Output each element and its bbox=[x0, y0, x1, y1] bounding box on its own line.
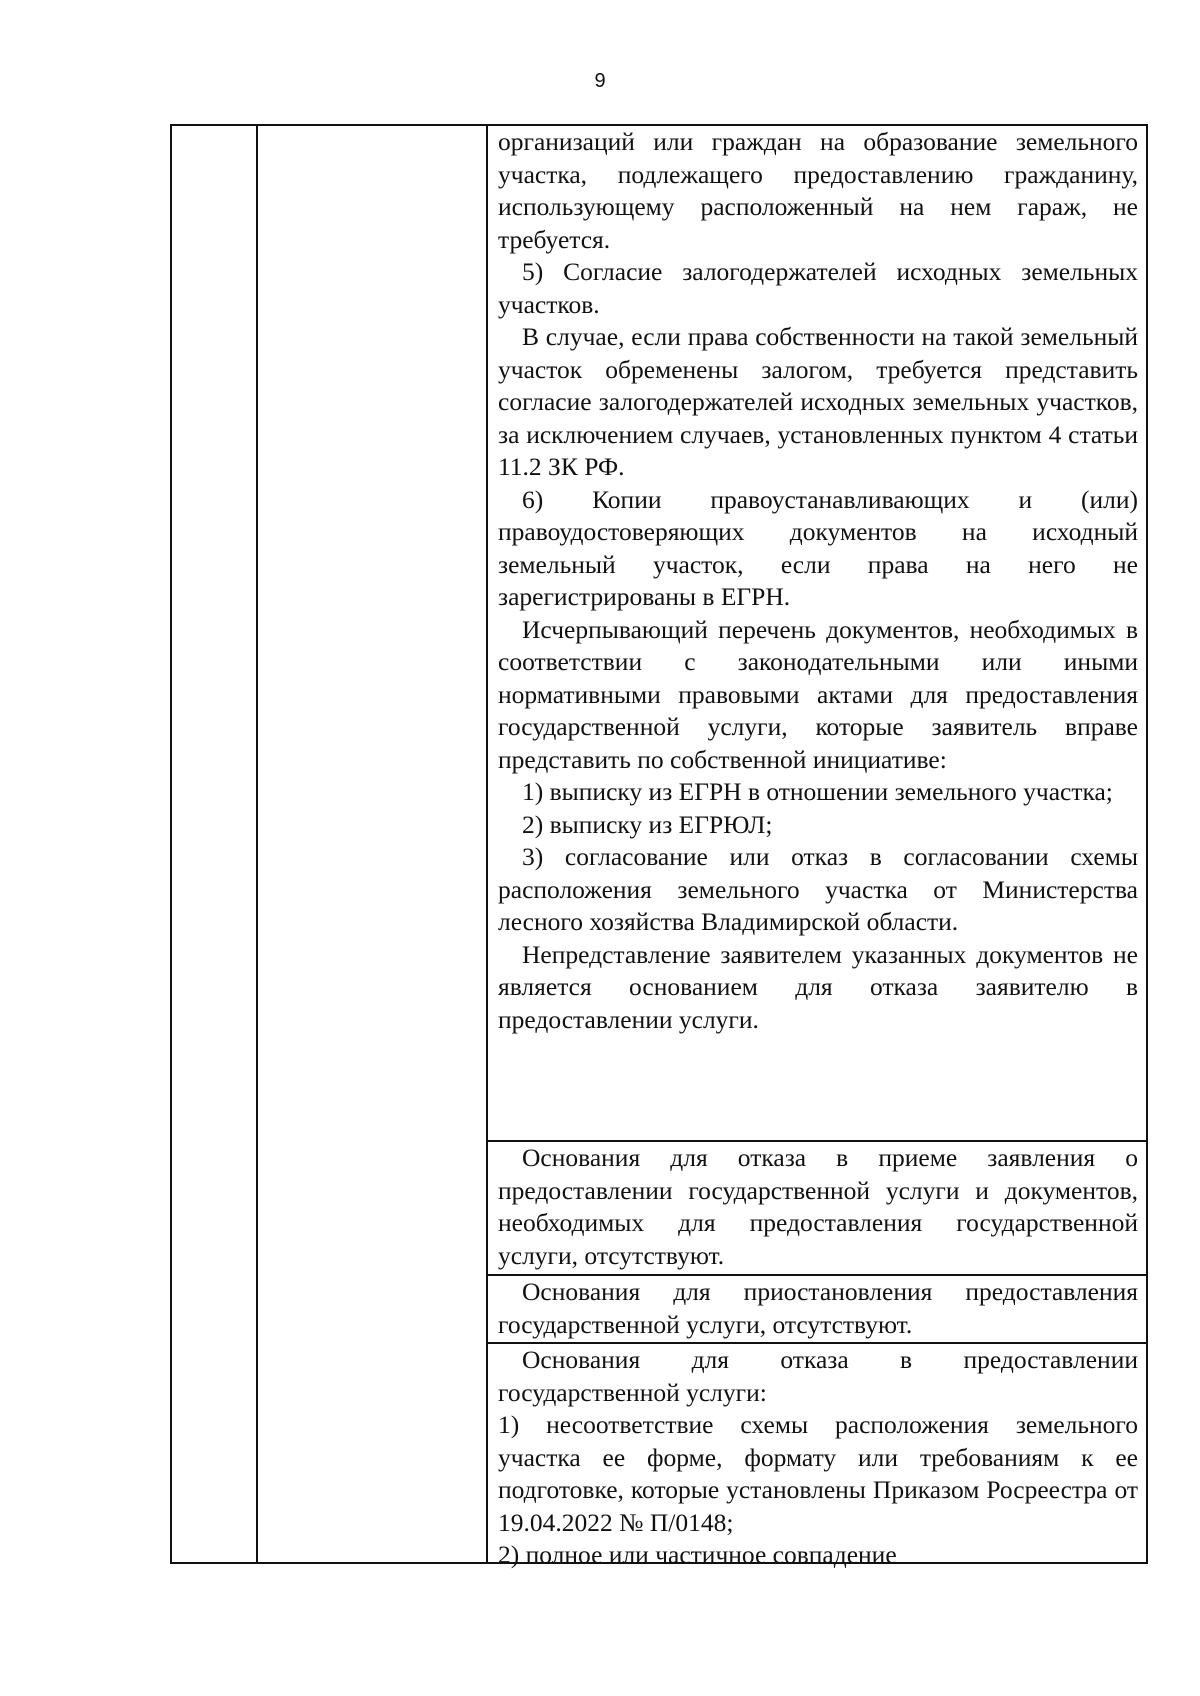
paragraph: В случае, если права собственности на такой земельный участок обременены залогом, требуется представить согласие залогодержателей исходных земельных участков, за исключением случаев, установленных пунктом 4 статьи 11.2 ЗК РФ. bbox=[498, 322, 1138, 481]
list-item: 1) несоответствие схемы расположения земельного участка ее форме, формату или требованиям к ее подготовке, которые установлены Приказом Росреестра от 19.04.2022 № П/0148; bbox=[498, 1410, 1138, 1537]
paragraph: Основания для отказа в предоставлении государственной услуги: bbox=[498, 1345, 1138, 1407]
paragraph: 1) выписку из ЕГРН в отношении земельного участка; bbox=[522, 777, 1113, 806]
paragraph: организаций или граждан на образование земельного участка, подлежащего предоставлению гражданину, использующему расположенный на нем гараж, не требуется. bbox=[498, 127, 1138, 254]
services-table bbox=[170, 124, 1148, 1569]
paragraph: Основания для отказа в приеме заявления о предоставлении государственной услуги и документов, необходимых для предоставления государственной услуги, отсутствуют. bbox=[498, 1143, 1138, 1270]
paragraph: 3) согласование или отказ в согласовании схемы расположения земельного участка от Министерства лесного хозяйства Владимирской области. bbox=[498, 842, 1138, 936]
paragraph: 5) Согласие залогодержателей исходных земельных участков. bbox=[498, 257, 1138, 319]
paragraph: 2) выписку из ЕГРЮЛ; bbox=[522, 809, 773, 839]
paragraph: Непредставление заявителем указанных документов не является основанием для отказа заявителю в предоставлении услуги. bbox=[498, 939, 1138, 1034]
table-cell-suspension bbox=[488, 1276, 1146, 1344]
column-divider-1 bbox=[256, 126, 258, 1562]
page-number: 9 bbox=[594, 70, 606, 92]
paragraph: 6) Копии правоустанавливающих и (или) правоудостоверяющих документов на исходный земельный участок, если права на него не зарегистрированы в ЕГРН. bbox=[498, 484, 1138, 611]
table-cell-refusal-acceptance bbox=[488, 1142, 1146, 1276]
table-text-column bbox=[488, 126, 1146, 1569]
paragraph: Исчерпывающий перечень документов, необходимых в соответствии с законодательными или иными нормативными правовыми актами для предоставления государственной услуги, которые заявитель вправе представить по собственной инициативе: bbox=[498, 614, 1138, 774]
paragraph: Основания для приостановления предоставления государственной услуги, отсутствуют. bbox=[498, 1277, 1138, 1339]
table-cell-required-documents bbox=[488, 126, 1146, 1142]
list-item: 2) полное или частичное совпадение bbox=[498, 1540, 897, 1569]
table-cell-refusal-grounds bbox=[488, 1344, 1146, 1568]
